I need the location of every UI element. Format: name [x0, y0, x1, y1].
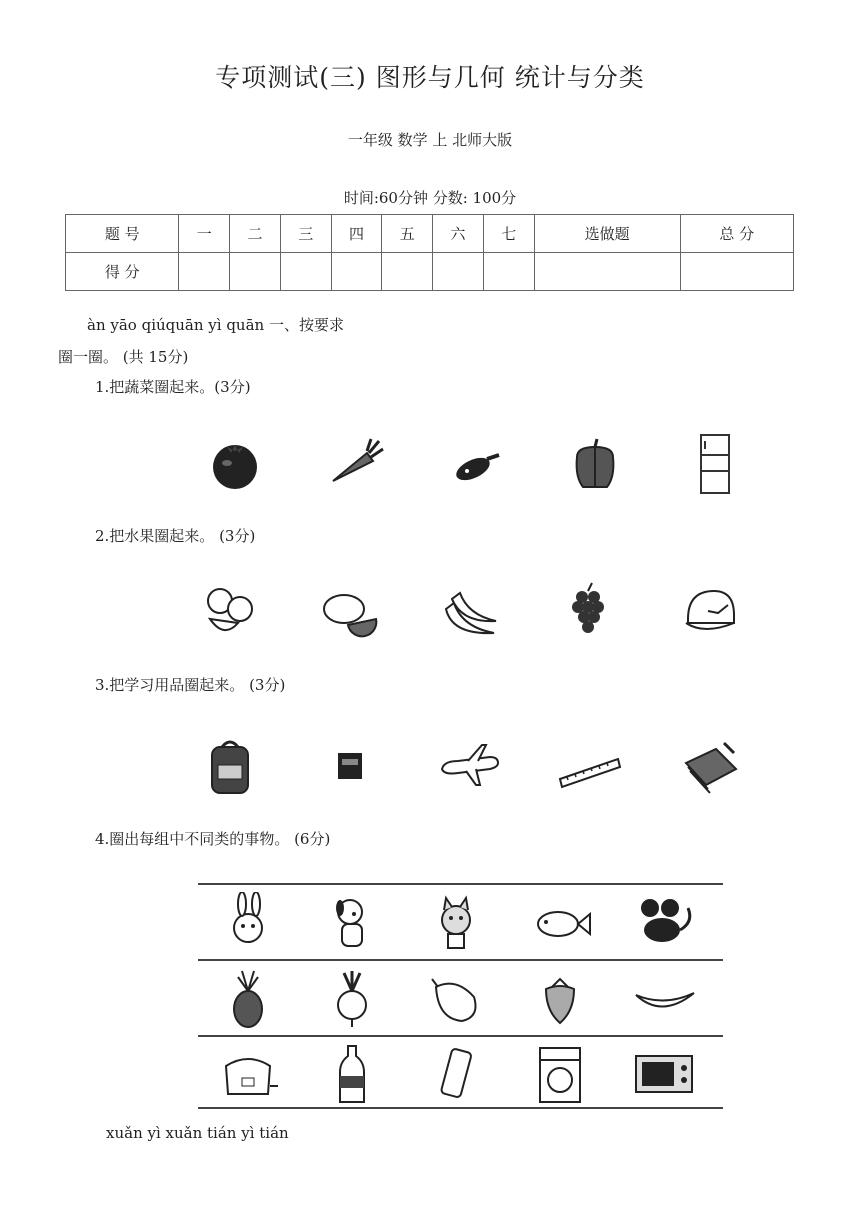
mango-icon[interactable]: [416, 964, 496, 1034]
question-2: 2.把水果圈起来。 (3分): [95, 527, 256, 545]
banana-icon[interactable]: [430, 576, 510, 646]
strawberry-icon[interactable]: [520, 964, 600, 1034]
pencil-sharpener-icon[interactable]: [310, 732, 390, 802]
score-table: [65, 214, 794, 291]
question-3: 3.把学习用品圈起来。 (3分): [95, 676, 286, 694]
score-input-cell[interactable]: [680, 253, 794, 291]
score-header-cell: 一: [179, 215, 230, 253]
bottle-icon[interactable]: [312, 1039, 392, 1109]
pepper-icon[interactable]: [555, 428, 635, 498]
score-header-cell: 七: [483, 215, 534, 253]
score-input-cell[interactable]: [230, 253, 281, 291]
banana-icon[interactable]: [624, 964, 704, 1034]
fish-icon[interactable]: [520, 889, 600, 959]
grapes-icon[interactable]: [550, 576, 630, 646]
dog-icon[interactable]: [312, 889, 392, 959]
q4-row-fruits: [208, 964, 704, 1034]
grid-line: [198, 1035, 723, 1037]
section2-pinyin: xuǎn yì xuǎn tián yì tián: [106, 1124, 289, 1142]
grade-subtitle: 一年级 数学 上 北师大版: [347, 131, 513, 149]
cat-icon[interactable]: [416, 889, 496, 959]
score-header-cell: 总 分: [680, 215, 794, 253]
score-header-cell: 六: [433, 215, 484, 253]
score-header-cell: 三: [280, 215, 331, 253]
section1-heading: 圈一圈。 (共 15分): [58, 348, 189, 366]
ruler-icon[interactable]: [550, 732, 630, 802]
score-table-header-row: [66, 215, 794, 253]
radish-icon[interactable]: [312, 964, 392, 1034]
score-header-cell: 题 号: [66, 215, 179, 253]
question-4: 4.圈出每组中不同类的事物。 (6分): [95, 830, 331, 848]
lemon-icon[interactable]: [310, 576, 390, 646]
phone-icon[interactable]: [416, 1039, 496, 1109]
rabbit-icon[interactable]: [208, 889, 288, 959]
score-header-cell: 选做题: [534, 215, 680, 253]
score-input-cell[interactable]: [483, 253, 534, 291]
question-1: 1.把蔬菜圈起来。(3分): [95, 378, 251, 396]
cap-icon[interactable]: [670, 576, 750, 646]
section1-pinyin: àn yāo qiúquān yì quān 一、按要求: [87, 316, 344, 334]
score-row-label: 得 分: [66, 253, 179, 291]
score-header-cell: 二: [230, 215, 281, 253]
carrot-icon[interactable]: [315, 428, 395, 498]
time-info: 时间:60分钟 分数: 100分: [343, 189, 517, 207]
score-input-cell[interactable]: [433, 253, 484, 291]
score-input-cell[interactable]: [534, 253, 680, 291]
score-input-cell[interactable]: [179, 253, 230, 291]
page-title: 专项测试(三) 图形与几何 统计与分类: [215, 63, 645, 92]
q2-image-row: [190, 576, 750, 646]
grid-line: [198, 883, 723, 885]
apple-icon[interactable]: [190, 576, 270, 646]
score-input-cell[interactable]: [280, 253, 331, 291]
score-input-cell[interactable]: [382, 253, 433, 291]
refrigerator-icon[interactable]: [675, 428, 755, 498]
grid-line: [198, 959, 723, 961]
score-input-cell[interactable]: [331, 253, 382, 291]
mouse-icon[interactable]: [624, 889, 704, 959]
score-header-cell: 四: [331, 215, 382, 253]
pineapple-icon[interactable]: [208, 964, 288, 1034]
q4-classification-grid: [198, 883, 723, 1109]
tomato-icon[interactable]: [195, 428, 275, 498]
q1-image-row: [195, 428, 755, 498]
q4-row-animals: [208, 889, 704, 959]
notebook-icon[interactable]: [670, 732, 750, 802]
score-table-score-row: [66, 253, 794, 291]
q3-image-row: [190, 732, 750, 802]
microwave-icon[interactable]: [624, 1039, 704, 1109]
eggplant-icon[interactable]: [435, 428, 515, 498]
q4-row-appliances: [208, 1039, 704, 1109]
backpack-icon[interactable]: [190, 732, 270, 802]
score-header-cell: 五: [382, 215, 433, 253]
rice-cooker-icon[interactable]: [208, 1039, 288, 1109]
airplane-icon[interactable]: [430, 732, 510, 802]
washing-machine-icon[interactable]: [520, 1039, 600, 1109]
